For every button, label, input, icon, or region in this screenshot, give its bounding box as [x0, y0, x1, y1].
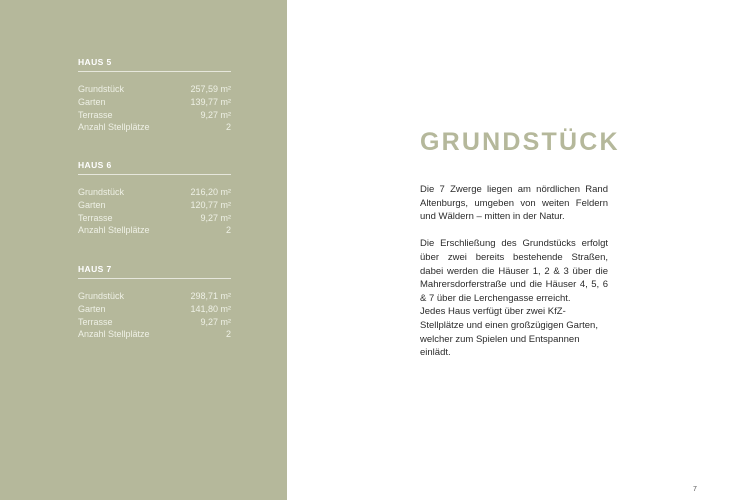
fact-label: Anzahl Stellplätze	[78, 329, 150, 340]
paragraph: Die 7 Zwerge liegen am nördlichen Rand Altenburgs, umgeben von weiten Feldern und Wäldern – mitten in der Natur.	[420, 184, 608, 223]
page-number: 7	[693, 486, 697, 493]
fact-value: 2	[225, 329, 231, 340]
fact-row	[78, 199, 231, 212]
fact-label: Garten	[78, 96, 106, 107]
fact-label: Terrasse	[78, 109, 113, 120]
fact-row	[78, 224, 231, 237]
fact-value: 139,77 m²	[190, 96, 231, 107]
divider	[78, 174, 231, 175]
fact-row	[78, 96, 231, 109]
fact-label: Garten	[78, 199, 106, 210]
fact-value: 216,20 m²	[190, 187, 231, 197]
paragraph: Die Erschließung des Grundstücks erfolgt über zwei bereits bestehende Straßen, dabei werden die Häuser 1, 2 & 3 über die Mahrersdorferstraße und die Häuser 4, 5, 6 & 7 über die Lerchengasse erreicht.	[420, 238, 608, 304]
paragraph-gap	[420, 224, 608, 238]
fact-value: 120,77 m²	[190, 199, 231, 210]
fact-row	[78, 83, 231, 96]
haus-7-block	[78, 263, 231, 341]
page-title: GRUNDSTÜCK	[420, 128, 620, 156]
fact-row	[78, 121, 231, 134]
divider	[78, 278, 231, 279]
facts-panel	[0, 0, 287, 500]
fact-value: 9,27 m²	[200, 212, 231, 223]
haus-title: HAUS 5	[78, 57, 112, 67]
body-text	[420, 183, 608, 360]
fact-row	[78, 212, 231, 225]
fact-value: 9,27 m²	[200, 316, 231, 327]
fact-row	[78, 186, 231, 199]
fact-value: 9,27 m²	[200, 109, 231, 120]
fact-value: 298,71 m²	[190, 291, 231, 301]
paragraph: Jedes Haus verfügt über zwei KfZ-Stellplätze und einen großzügigen Garten, welcher zum Spielen und Entspannen einlädt.	[420, 306, 598, 359]
haus-title: HAUS 6	[78, 160, 112, 170]
fact-value: 2	[225, 122, 231, 133]
fact-label: Terrasse	[78, 212, 113, 223]
fact-value: 2	[225, 225, 231, 236]
fact-label: Grundstück	[78, 187, 125, 197]
fact-row	[78, 328, 231, 341]
haus-title: HAUS 7	[78, 264, 112, 274]
fact-row	[78, 290, 231, 303]
fact-label: Anzahl Stellplätze	[78, 225, 150, 236]
fact-label: Anzahl Stellplätze	[78, 122, 150, 133]
fact-label: Garten	[78, 303, 106, 314]
haus-6-block	[78, 159, 231, 237]
fact-label: Grundstück	[78, 291, 125, 301]
fact-row	[78, 303, 231, 316]
fact-value: 257,59 m²	[190, 84, 231, 94]
divider	[78, 71, 231, 72]
fact-row	[78, 316, 231, 329]
fact-label: Grundstück	[78, 84, 125, 94]
haus-5-block	[78, 56, 231, 134]
fact-label: Terrasse	[78, 316, 113, 327]
fact-value: 141,80 m²	[190, 303, 231, 314]
fact-row	[78, 109, 231, 122]
